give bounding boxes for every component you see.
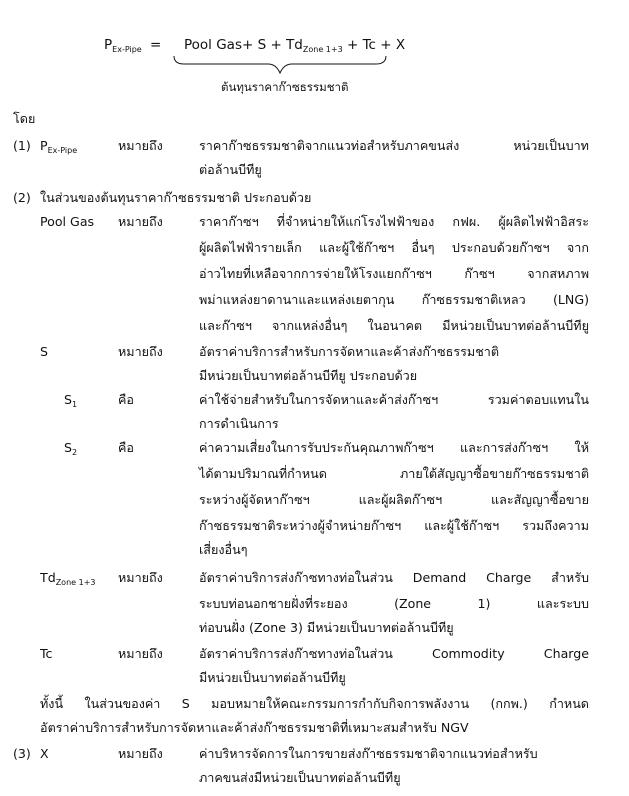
x-line-1: ค่าบริหารจัดการในการขายส่งก๊าซธรรมชาติจากแนวท่อสำหรับ <box>199 746 538 761</box>
td-letters: Td <box>40 570 56 585</box>
s-line-2: มีหน่วยเป็นบาทต่อล้านบีทียู ประกอบด้วย <box>199 368 418 383</box>
item-1-keyword: หมายถึง <box>118 138 163 153</box>
pool-gas-keyword: หมายถึง <box>118 214 163 229</box>
formula-lhs <box>104 37 161 58</box>
note-line-2: อัตราค่าบริการสำหรับการจัดหาและค้าส่งก๊าซธรรมชาติที่เหมาะสมสำหรับ NGV <box>40 720 469 735</box>
x-symbol: X <box>40 746 49 761</box>
s1-subscript: 1 <box>72 400 78 409</box>
pool-gas-line-4: พม่าแหล่งยาดานาและแหล่งเยตากุน ก๊าซธรรมชาติเหลว (LNG) <box>199 292 589 307</box>
s2-symbol <box>64 440 77 461</box>
s1-line-2: การดำเนินการ <box>199 416 279 431</box>
tc-line-1: อัตราค่าบริการส่งก๊าซทางท่อในส่วน Commodity Charge <box>199 646 589 661</box>
s1-letter: S <box>64 392 72 407</box>
s-keyword: หมายถึง <box>118 344 163 359</box>
s1-line-1: ค่าใช้จ่ายสำหรับในการจัดหาและค้าส่งก๊าซฯ รวมค่าตอบแทนใน <box>199 392 589 407</box>
note-line-1: ทั้งนี้ ในส่วนของค่า S มอบหมายให้คณะกรรมการกำกับกิจการพลังงาน (กกพ.) กำหนด <box>40 696 589 711</box>
s2-line-2: ได้ตามปริมาณที่กำหนด ภายใต้สัญญาซื้อขายก๊าซธรรมชาติ <box>199 466 589 481</box>
x-line-2: ภาคขนส่งมีหน่วยเป็นบาทต่อล้านบีทียู <box>199 770 401 785</box>
tc-keyword: หมายถึง <box>118 646 163 661</box>
s2-subscript: 2 <box>72 448 78 457</box>
td-line-2: ระบบท่อนอกชายฝั่งที่ระยอง (Zone 1) และระบบ <box>199 596 589 611</box>
td-keyword: หมายถึง <box>118 570 163 585</box>
td-line-1: อัตราค่าบริการส่งก๊าซทางท่อในส่วน Demand Charge สำหรับ <box>199 570 589 585</box>
item-2-number: (2) <box>13 190 31 205</box>
item-1-line-2: ต่อล้านบีทียู <box>199 162 262 177</box>
s1-symbol <box>64 392 77 413</box>
pool-gas-line-3: อ่าวไทยที่เหลือจากการจ่ายให้โรงแยกก๊าซฯ ก๊าซฯ จากสหภาพ <box>199 266 589 281</box>
pool-gas-symbol: Pool Gas <box>40 214 95 229</box>
s2-line-5: เสี่ยงอื่นๆ <box>199 542 248 557</box>
s2-line-3: ระหว่างผู้จัดหาก๊าซฯ และผู้ผลิตก๊าซฯ และสัญญาซื้อขาย <box>199 492 589 507</box>
s-symbol: S <box>40 344 48 359</box>
p-symbol: P <box>40 138 48 153</box>
s2-letter: S <box>64 440 72 455</box>
tc-line-2: มีหน่วยเป็นบาทต่อล้านบีทียู <box>199 670 346 685</box>
formula-equals: = <box>150 37 162 53</box>
intro-text: โดย <box>13 111 36 126</box>
pool-gas-line-2: ผู้ผลิตไฟฟ้ารายเล็ก และผู้ใช้ก๊าซฯ อื่นๆ ประกอบด้วยก๊าซฯ จาก <box>199 240 589 255</box>
brace-label: ต้นทุนราคาก๊าซธรรมชาติ <box>221 80 349 94</box>
item-1-symbol <box>40 138 77 159</box>
td-subscript: Zone 1+3 <box>55 578 96 587</box>
td-line-3: ท่อบนฝั่ง (Zone 3) มีหน่วยเป็นบาทต่อล้านบีทียู <box>199 620 454 635</box>
formula-td-subscript: Zone 1+3 <box>302 45 343 54</box>
formula-rhs-b: + Tc + X <box>342 37 406 53</box>
item-1-line-1: ราคาก๊าซธรรมชาติจากแนวท่อสำหรับภาคขนส่ง หน่วยเป็นบาท <box>199 138 589 153</box>
formula-rhs-a: Pool Gas+ S + Td <box>184 37 303 53</box>
item-2-heading: ในส่วนของต้นทุนราคาก๊าซธรรมชาติ ประกอบด้วย <box>40 190 312 205</box>
s1-keyword: คือ <box>118 392 134 407</box>
formula-p-subscript: Ex-Pipe <box>112 45 142 54</box>
pool-gas-line-1: ราคาก๊าซฯ ที่จำหน่ายให้แก่โรงไฟฟ้าของ กฟผ. ผู้ผลิตไฟฟ้าอิสระ <box>199 214 589 229</box>
td-symbol <box>40 570 95 591</box>
tc-symbol: Tc <box>40 646 53 661</box>
underbrace <box>172 54 388 76</box>
x-keyword: หมายถึง <box>118 746 163 761</box>
s-line-1: อัตราค่าบริการสำหรับการจัดหาและค้าส่งก๊าซธรรมชาติ <box>199 344 499 359</box>
s2-keyword: คือ <box>118 440 134 455</box>
p-subscript: Ex-Pipe <box>47 146 78 155</box>
item-1-number: (1) <box>13 138 31 153</box>
s2-line-4: ก๊าซธรรมชาติระหว่างผู้จำหน่ายก๊าซฯ และผู้ใช้ก๊าซฯ รวมถึงความ <box>199 518 589 533</box>
item-3-number: (3) <box>13 746 31 761</box>
s2-line-1: ค่าความเสี่ยงในการรับประกันคุณภาพก๊าซฯ และการส่งก๊าซฯ ให้ <box>199 440 589 455</box>
formula-p: P <box>104 37 113 53</box>
pool-gas-line-5: และก๊าซฯ จากแหล่งอื่นๆ ในอนาคต มีหน่วยเป็นบาทต่อล้านบีทียู <box>199 318 589 333</box>
